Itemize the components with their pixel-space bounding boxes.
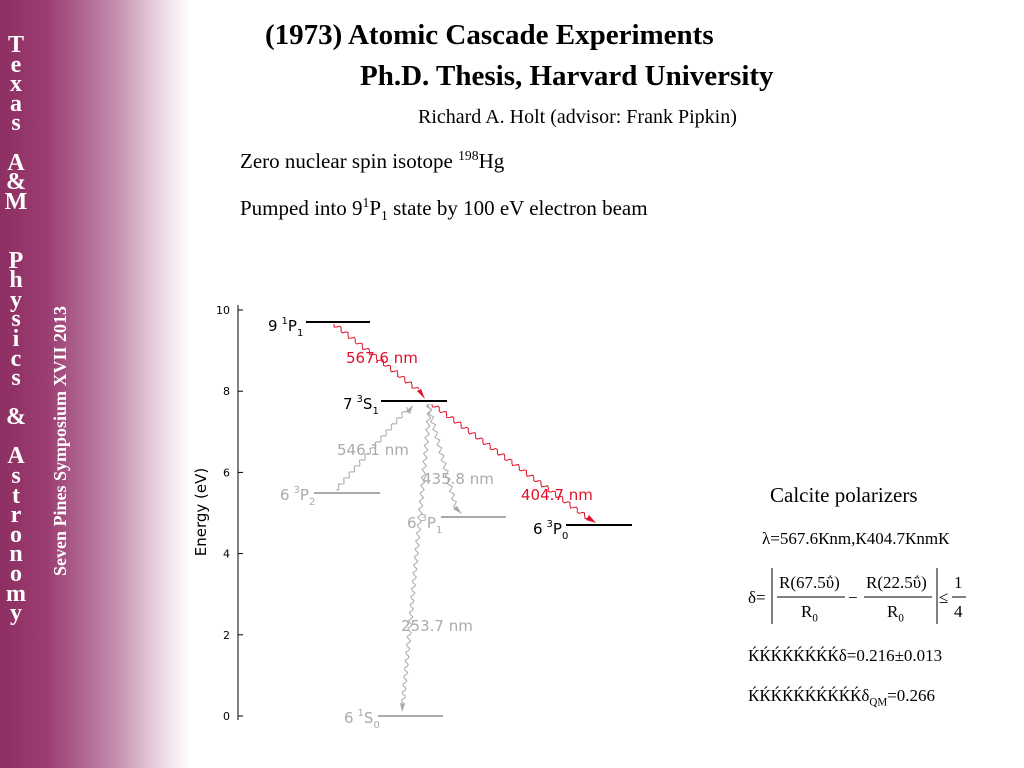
energy-axis	[192, 304, 243, 723]
ratio-2-numerator: R(22.5ΰ)	[866, 573, 927, 592]
delta-symbol: δ=	[748, 588, 766, 607]
isotope-mass-number: 198	[458, 148, 479, 163]
pump-sup: 1	[362, 195, 370, 210]
title-line-1: (1973) Atomic Cascade Experiments	[265, 19, 714, 51]
y-tick-label: 0	[223, 710, 230, 723]
leq-sign: ≤	[939, 588, 949, 607]
ratio-1-denominator: $R_0$	[801, 602, 818, 625]
pump-sub: 1	[381, 208, 388, 224]
label-6-3P1: 6 $^3P_1$	[407, 513, 443, 536]
label-6-3P2: 6 $^3P_2$	[280, 485, 316, 508]
y-tick-label: 10	[216, 304, 230, 317]
y-tick-label: 4	[223, 547, 230, 561]
y-tick-label: 8	[223, 385, 230, 399]
bound-denominator: 4	[954, 602, 963, 621]
ratio-1-numerator: R(67.5ΰ)	[779, 573, 840, 592]
measured-delta: ЌЌЌЌЌЌЌЌδ=0.216±0.013	[748, 646, 943, 665]
wavelength-equation: λ=567.6Кnm,К404.7КnmК	[762, 529, 950, 548]
sidebar-vertical-title: T e x a s A & M P h y s i c s & A s t r o n o m y	[4, 32, 28, 627]
pump-prefix: Pumped into 9	[240, 196, 363, 220]
arrowhead-404	[586, 515, 596, 523]
ratio-2-denominator: $R_0$	[887, 602, 904, 625]
label-6-3P0: 6 $^3P_0$	[533, 519, 569, 542]
label-9-1P1: 9 $^1P_1$	[268, 316, 304, 339]
calcite-label: Calcite polarizers	[770, 483, 918, 507]
author-line: Richard A. Holt (advisor: Frank Pipkin)	[418, 106, 737, 128]
y-tick-label: 6	[223, 466, 230, 480]
arrowhead-567	[417, 389, 425, 399]
label-567nm: 567.6 nm	[346, 349, 418, 367]
sidebar-rotated-caption: Seven Pines Symposium XVII 2013	[50, 305, 70, 576]
label-7-3S1: 7 $^3S_1$	[343, 394, 379, 417]
qm-delta: ЌЌЌЌЌЌЌЌЌЌδ$_{QM}$=0.266	[748, 686, 936, 709]
bound-numerator: 1	[954, 573, 963, 592]
label-546nm: 546.1 nm	[337, 441, 409, 459]
minus-sign: −	[848, 588, 858, 607]
transition-435-wave	[427, 404, 457, 508]
isotope-element: Hg	[478, 149, 505, 173]
label-404nm: 404.7 nm	[521, 486, 593, 504]
y-tick-label: 2	[223, 628, 230, 642]
label-253nm: 253.7 nm	[401, 617, 473, 635]
label-6-1S0: 6 $^1S_0$	[344, 708, 380, 731]
label-435nm: 435.8 nm	[422, 470, 494, 488]
pump-term: P	[369, 196, 382, 220]
title-line-2: Ph.D. Thesis, Harvard University	[360, 60, 774, 92]
pump-suffix: state by 100 eV electron beam	[387, 196, 648, 220]
y-axis-label: Energy (eV)	[192, 467, 210, 557]
arrowhead-253	[400, 703, 405, 712]
isotope-text: Zero nuclear spin isotope	[240, 149, 459, 173]
